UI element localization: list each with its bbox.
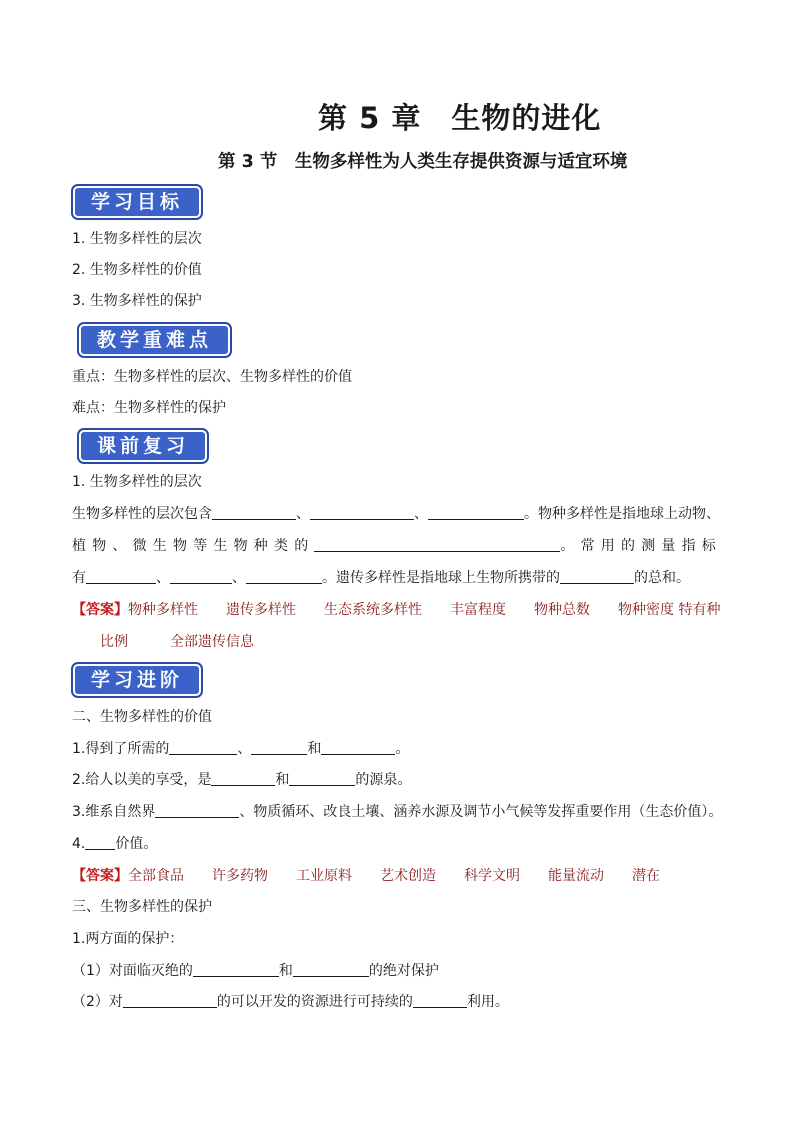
- protect-heading: 三、生物多样性的保护: [72, 899, 212, 915]
- review-line-3: [72, 568, 690, 588]
- end-text: 利用。: [466, 994, 509, 1010]
- fill-blank[interactable]: [251, 740, 307, 755]
- fill-blank[interactable]: [169, 740, 237, 755]
- review-line-1-text-a: 生物多样性的层次包含: [72, 506, 212, 522]
- protect-item-3: [72, 992, 509, 1012]
- review-line-2: [72, 536, 722, 556]
- separator-text: 、: [296, 506, 310, 522]
- fill-blank[interactable]: [86, 569, 156, 584]
- separator-text: 、: [237, 741, 252, 757]
- protect-item-2-text: （1）对面临灭绝的: [72, 963, 193, 979]
- fill-blank[interactable]: [560, 569, 634, 584]
- review-line-3-text-a: 有: [72, 570, 86, 586]
- value-item-2-text: 2.给人以美的享受，是: [72, 772, 212, 788]
- advance-badge: 学习进阶: [73, 664, 201, 696]
- review-line-1: [72, 504, 720, 524]
- end-text: 的绝对保护: [368, 963, 439, 979]
- and-text: 和: [275, 772, 290, 788]
- protect-item-3-text-a: （2）对: [72, 994, 123, 1010]
- fill-blank[interactable]: [155, 803, 239, 818]
- value-item-2: [72, 770, 411, 790]
- key-points-badge: 教学重难点: [79, 324, 230, 356]
- value-answer-text: 全部食品 许多药物 工业原料 艺术创造 科学文明 能量流动 潜在: [128, 868, 660, 884]
- protect-item-3-text-b: 的可以开发的资源进行可持续的: [216, 994, 413, 1010]
- value-item-4-text-a: 4.: [72, 836, 86, 852]
- review-line-3-text-b: 。遗传多样性是指地球上生物所携带的: [322, 570, 560, 586]
- review-line-3-text-c: 的总和。: [634, 570, 690, 586]
- fill-blank[interactable]: [170, 569, 232, 584]
- end-text: 。: [395, 741, 410, 757]
- review-answer-continued: 比例 全部遗传信息: [100, 634, 254, 650]
- fill-blank[interactable]: [428, 505, 524, 520]
- value-answer: [72, 866, 660, 886]
- separator-text: 、: [232, 570, 246, 586]
- review-line-1-text-b: 。物种多样性是指地球上动物、: [524, 506, 720, 522]
- value-item-4: [72, 834, 157, 854]
- fill-blank[interactable]: [293, 962, 369, 977]
- chapter-title: 第 5 章 生物的进化: [318, 101, 602, 135]
- review-answer: [72, 600, 720, 620]
- value-item-1: [72, 739, 409, 759]
- fill-blank[interactable]: [212, 505, 296, 520]
- goal-item-2: 2. 生物多样性的价值: [72, 262, 202, 278]
- protect-item-1: 1.两方面的保护：: [72, 931, 184, 947]
- review-line-2-text-b: 。常用的测量指标: [560, 538, 723, 554]
- answer-tag: 【答案】: [72, 602, 128, 618]
- goal-item-3: 3. 生物多样性的保护: [72, 293, 202, 309]
- key-point-difficulty: 难点：生物多样性的保护: [72, 400, 226, 416]
- value-item-1-text: 1.得到了所需的: [72, 741, 170, 757]
- fill-blank[interactable]: [85, 835, 115, 850]
- value-item-4-text-b: 价值。: [115, 836, 158, 852]
- section-title: 第 3 节 生物多样性为人类生存提供资源与适宜环境: [218, 152, 628, 172]
- fill-blank[interactable]: [310, 505, 414, 520]
- answer-tag: 【答案】: [72, 868, 128, 884]
- and-text: 和: [307, 741, 322, 757]
- separator-text: 、: [156, 570, 170, 586]
- protect-item-2: [72, 961, 439, 981]
- fill-blank[interactable]: [413, 993, 467, 1008]
- fill-blank[interactable]: [193, 962, 279, 977]
- fill-blank[interactable]: [314, 537, 560, 552]
- goals-badge: 学习目标: [73, 186, 201, 218]
- key-point-focus: 重点：生物多样性的层次、生物多样性的价值: [72, 369, 352, 385]
- and-text: 和: [278, 963, 293, 979]
- separator-text: 、: [414, 506, 428, 522]
- review-answer-text: 物种多样性 遗传多样性 生态系统多样性 丰富程度 物种总数 物种密度 特有种: [128, 602, 721, 618]
- review-line-2-text-a: 植物、微生物等生物种类的: [72, 538, 315, 554]
- fill-blank[interactable]: [211, 771, 275, 786]
- fill-blank[interactable]: [289, 771, 355, 786]
- value-heading: 二、生物多样性的价值: [72, 709, 212, 725]
- review-badge: 课前复习: [79, 430, 207, 462]
- fill-blank[interactable]: [123, 993, 217, 1008]
- fill-blank[interactable]: [321, 740, 395, 755]
- fill-blank[interactable]: [246, 569, 322, 584]
- goal-item-1: 1. 生物多样性的层次: [72, 231, 202, 247]
- value-item-3: [72, 802, 722, 822]
- end-text: 的源泉。: [355, 772, 412, 788]
- review-heading: 1. 生物多样性的层次: [72, 474, 202, 490]
- value-item-3-text-a: 3.维系自然界: [72, 804, 156, 820]
- value-item-3-text-b: 、物质循环、改良土壤、涵养水源及调节小气候等发挥重要作用（生态价值）。: [239, 804, 723, 820]
